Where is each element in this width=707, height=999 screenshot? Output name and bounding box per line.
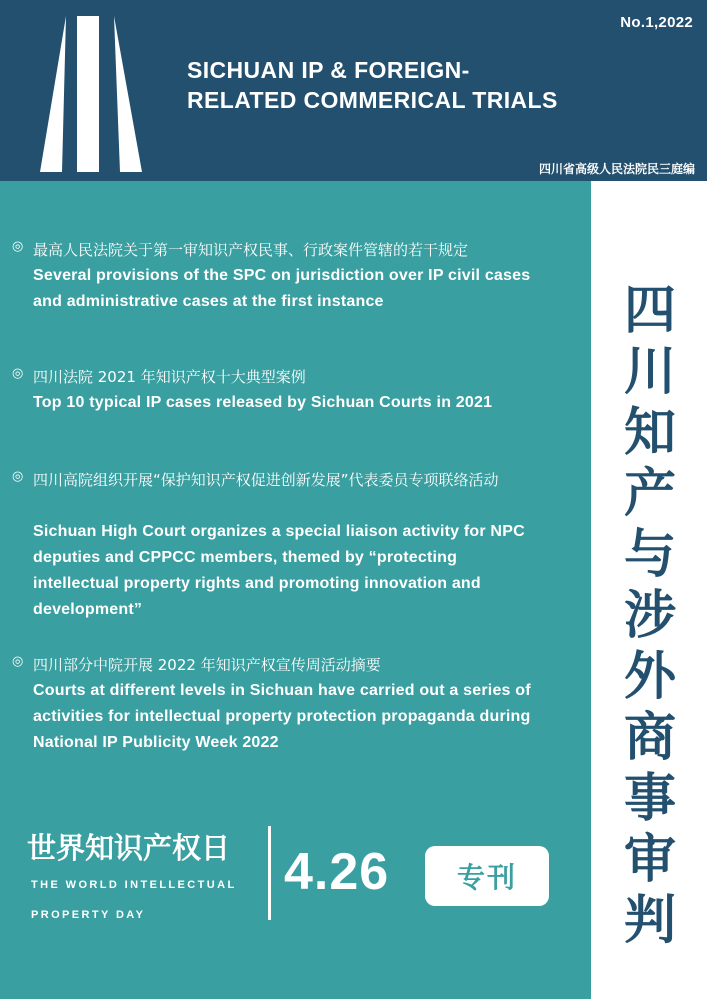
vertical-journal-title: 四川知产与涉外商事审判: [623, 281, 676, 951]
item-title-cn: 最高人民法院关于第一审知识产权民事、行政案件管辖的若干规定: [33, 241, 469, 259]
bullet-icon: ◎: [12, 469, 24, 484]
bullet-icon: ◎: [12, 239, 24, 254]
bullet-icon: ◎: [12, 366, 24, 381]
issue-number: No.1,2022: [620, 14, 693, 31]
item-title-en: Sichuan High Court organizes a special liaison activity for NPC deputies and CPPCC members, themed by “protecting intellectual property rights and promoting innovation and development”: [33, 523, 525, 618]
item-title-en: Courts at different levels in Sichuan have carried out a series of activities for intellectual property protection propaganda during National IP Publicity Week 2022: [33, 682, 531, 751]
editor-credit: 四川省高级人民法院民三庭编: [538, 162, 695, 176]
journal-title-line2: RELATED COMMERICAL TRIALS: [187, 87, 558, 113]
world-ip-day-en-line1: THE WORLD INTELLECTUAL: [31, 879, 237, 891]
bullet-icon: ◎: [12, 654, 24, 669]
item-title-en: Top 10 typical IP cases released by Sichuan Courts in 2021: [33, 394, 493, 411]
world-ip-day-cn: 世界知识产权日: [27, 831, 231, 865]
special-issue-badge: 专刊: [425, 846, 549, 906]
item-title-cn: 四川部分中院开展 2022 年知识产权宣传周活动摘要: [33, 656, 381, 674]
world-ip-day-en-line2: PROPERTY DAY: [31, 909, 146, 921]
footer-divider: [268, 826, 271, 920]
ip-day-date: 4.26: [284, 843, 390, 901]
item-title-en: Several provisions of the SPC on jurisdiction over IP civil cases and administrative cases at the first instance: [33, 267, 531, 310]
item-title-cn: 四川法院 2021 年知识产权十大典型案例: [33, 368, 306, 386]
journal-title: [187, 55, 617, 115]
header-banner: [0, 0, 707, 181]
journal-title-line1: SICHUAN IP & FOREIGN-: [187, 57, 470, 83]
item-title-cn: 四川高院组织开展“保护知识产权促进创新发展”代表委员专项联络活动: [33, 471, 499, 489]
logo-icon: [36, 16, 146, 172]
